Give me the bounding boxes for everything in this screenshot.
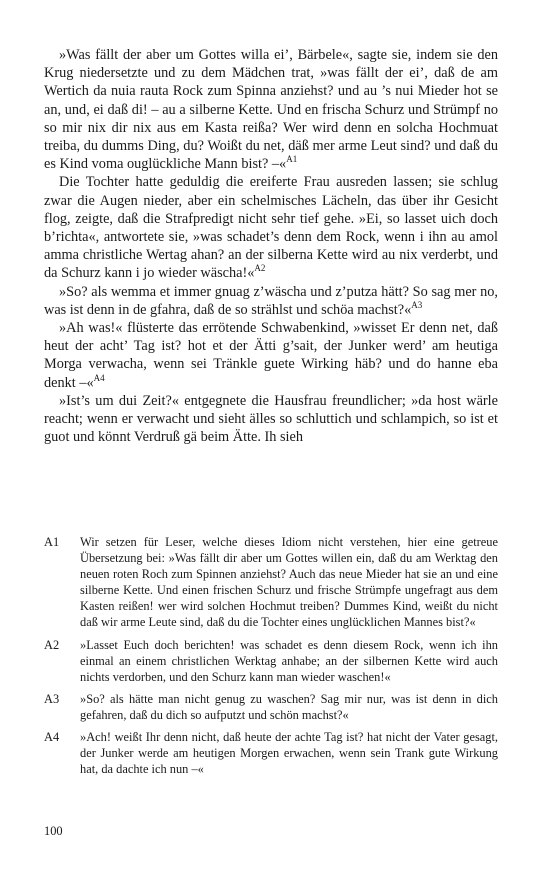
paragraph-2 xyxy=(44,173,498,282)
paragraph-text: »Ist’s um dui Zeit?« entgegnete die Hausfrau freundlicher; »da host wärle reacht; wenn er verwacht und sieht älles so schluttich und schlampich, so ist et guot und könnt Verdruß gä beim Ätte. Ih sieh xyxy=(44,392,498,446)
footnote-text: »Ach! weißt Ihr denn nicht, daß heute der achte Tag ist? hat nicht der Vater gesagt, der Junker werde am heutigen Morgen erwachen, wenn sein Trank gute Wirkung hat, da dachte ich nun –« xyxy=(80,730,498,777)
paragraph-text: »Ah was!« flüsterte das errötende Schwabenkind, »wisset Er denn net, daß heut der acht’ Tag ist? hot et der Ätti g’sait, der Junker werd’ am heutiga Morga verwacha, wenn sei Tränkle guete Wirking häb? und do hanne eba denkt –« xyxy=(44,320,498,391)
paragraph-1 xyxy=(44,46,498,173)
footnote-text: Wir setzen für Leser, welche dieses Idiom nicht verstehen, hier eine getreue Übersetzung bei: »Was fällt dir aber um Gottes willen ein, daß du am Werktag den neuen roten Roch zum Spinnen anziehst? Auch das neue Mieder hat sie an und eine silberne Kette. Und einen frischen Schurz und frische Strümpfe ungefragt aus dem Kasten reißen! wer wird solchen Hochmut treiben? Dummes Kind, weißt du nicht daß wir arme Leute sind, daß du die Tochter eines unglücklichen Mannes bist?« xyxy=(80,535,498,630)
footnote-marker-a3[interactable]: A3 xyxy=(411,300,423,311)
footnote-a2 xyxy=(44,637,498,685)
footnote-label: A4 xyxy=(44,730,60,745)
footnotes xyxy=(44,534,498,783)
paragraph-4 xyxy=(44,319,498,392)
paragraph-5 xyxy=(44,392,498,447)
footnote-marker-a2[interactable]: A2 xyxy=(254,263,266,274)
footnote-label: A1 xyxy=(44,535,60,549)
footnote-text: »Lasset Euch doch berichten! was schadet es denn diesem Rock, wenn ich ihn einmal an einem christlichen Werktag anhabe; an der silbernen Kette wird auch nichts verdorben, und den Schurz kann man wieder waschen!« xyxy=(80,637,498,684)
footnote-label: A2 xyxy=(44,637,60,652)
page-number: 100 xyxy=(44,824,63,838)
footnote-label: A3 xyxy=(44,691,60,706)
footnote-marker-a4[interactable]: A4 xyxy=(93,372,105,383)
footnote-marker-a1[interactable]: A1 xyxy=(286,154,298,165)
main-text xyxy=(44,46,498,446)
footnote-a3 xyxy=(44,691,498,723)
paragraph-text: »So? als wemma et immer gnuag z’wäscha und z’putza hätt? So sag mer no, was ist denn in de gfahra, daß de so strählst und schöa machst?« xyxy=(44,283,498,318)
footnote-text: »So? als hätte man nicht genug zu waschen? Sag mir nur, was ist denn in dich gefahren, daß du dich so aufputzt und schön machst?« xyxy=(80,691,498,722)
paragraph-3 xyxy=(44,283,498,319)
footnote-a1 xyxy=(44,534,498,631)
paragraph-text: Die Tochter hatte geduldig die ereiferte Frau ausreden lassen; sie schlug zwar die Augen nieder, aber ein schelmisches Lächeln, das über ihr Gesicht flog, zeigte, daß die Strafpredigt nicht sehr tief gehe. »Ei, so lasset uich doch b’richta«, antwortete sie, »was schadet’s denn dem Rock, wenn i ihn au amol amma christliche Wertag ahan? an der silberna Kette wird au nix verderbt, und da Schurz kann i jo wieder wäscha!« xyxy=(44,174,498,282)
paragraph-text: »Was fällt der aber um Gottes willa ei’, Bärbele«, sagte sie, indem sie den Krug niedersetzte und zu dem Mädchen trat, »was fällt der ei’, daß de am Wertich da nuia rauta Rock zum Spinna anziehst? und au ’s nui Mieder hot se an, und, ei daß di! – au a silberne Kette. Und en frischa Schurz und Strümpf no so mir nix dir nix aus em Kasta reißa? Wer wird denn en solcha Hochmuat treiba, du dumms Ding, du? Woißt du net, däß mer arme Leut sind? und daß du es Kind voma ouglückliche Mann bist? –« xyxy=(44,47,498,173)
footnote-a4 xyxy=(44,729,498,777)
